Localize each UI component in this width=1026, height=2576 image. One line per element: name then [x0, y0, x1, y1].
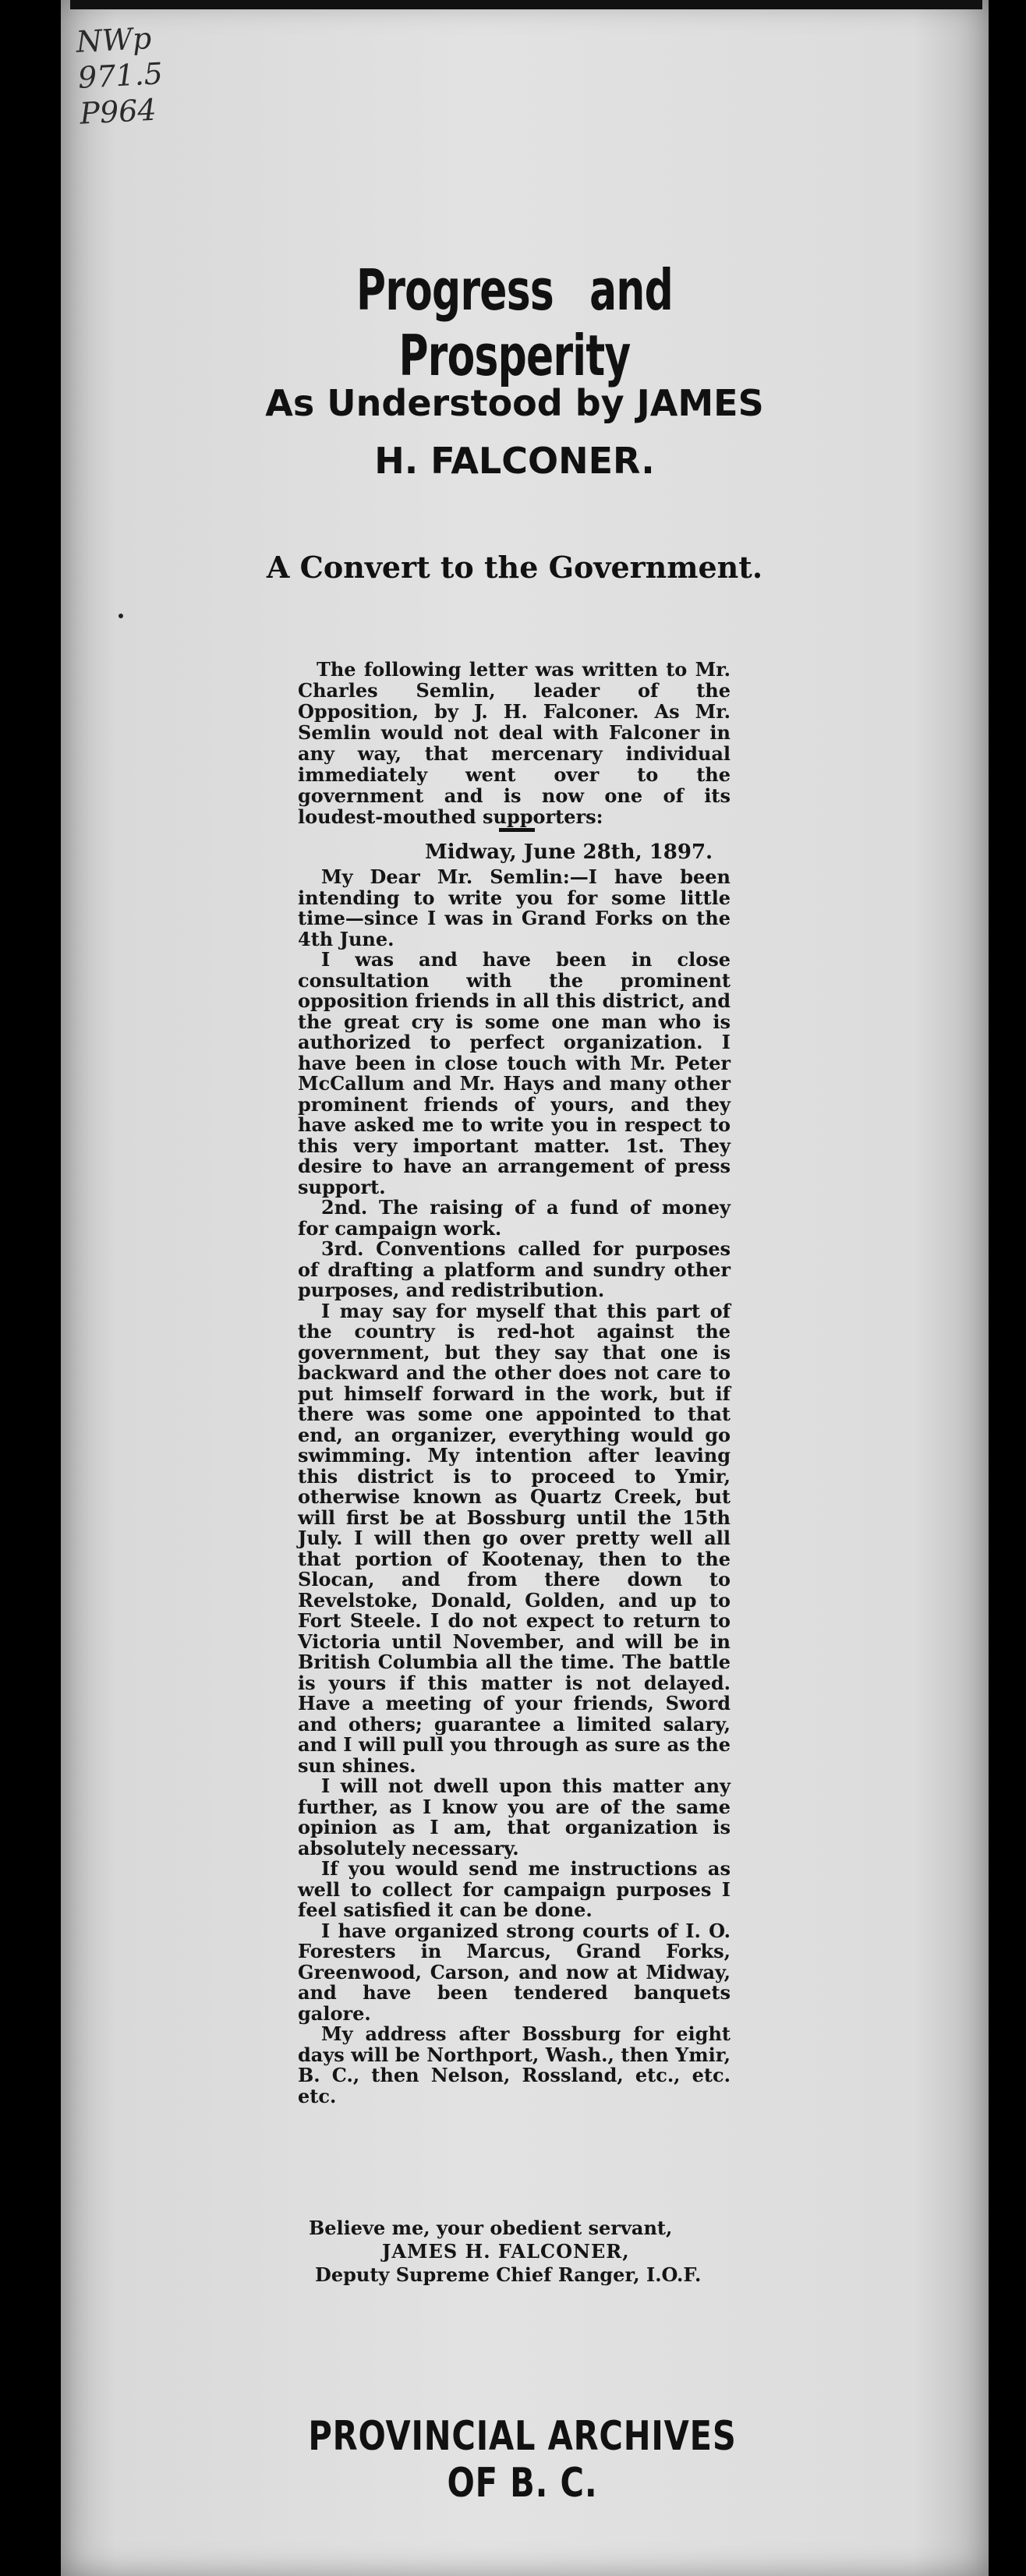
- signature-name: JAMES H. FALCONER,: [382, 2240, 630, 2263]
- letter-paragraph: 3rd. Conventions called for purposes of drafting a platform and sundry other purposes, and redistribution.: [298, 1237, 731, 1301]
- letter-paragraph: I have organized strong courts of I. O. Foresters in Marcus, Grand Forks, Greenwood, Carson, and now at Midway, and have been tendered banquets galore.: [298, 1919, 731, 2025]
- subtitle-line-2: H. FALCONER.: [374, 440, 655, 482]
- scan-top-edge: [70, 0, 982, 9]
- letter-closing: [298, 2217, 750, 2287]
- divider-rule: [499, 828, 535, 832]
- call-number-line-2: 971.5: [76, 56, 164, 95]
- letter-paragraph: My Dear Mr. Semlin:—I have been intending to write you for some little time—since I was in Grand Forks on the 4th June.: [298, 865, 731, 950]
- letter-body: [298, 867, 731, 2107]
- letter-paragraph: 2nd. The raising of a fund of money for campaign work.: [298, 1196, 731, 1240]
- archive-stamp: PROVINCIAL ARCHIVES OF B. C.: [308, 2413, 737, 2507]
- letter-paragraph: I was and have been in close consultation with the prominent opposition friends in all this district, and the great cry is some one man who is authorized to perfect organization. I have been in close touch with Mr. Peter McCallum and Mr. Hays and many other prominent friends of yours, and they have asked me to write you in respect to this very important matter. 1st. They desire to have an arrangement of press support.: [298, 948, 731, 1198]
- call-number-line-3: P964: [79, 92, 157, 131]
- closing-salutation: Believe me, your obedient servant,: [309, 2217, 673, 2239]
- letter-paragraph: I may say for myself that this part of the country is red-hot against the government, but they say that one is backward and the other does not care to put himself forward in the work, but if there was some one appointed to that end, an organizer, everything would go swimming. My intention after leaving this district is to proceed to Ymir, otherwise known as Quartz Creek, but will first be at Bossburg until the 15th July. I will then go over pretty well all that portion of Kootenay, then to the Slocan, and from there down to Revelstoke, Donald, Golden, and up to Fort Steele. I do not expect to return to Victoria until November, and will be in British Columbia all the time. The battle is yours if this matter is not delayed. Have a meeting of your friends, Sword and others; guarantee a limited salary, and I will pull you through as sure as the sun shines.: [298, 1299, 731, 1777]
- document-title: Progress and Prosperity: [356, 257, 673, 388]
- call-number-line-1: NWp: [75, 20, 153, 59]
- subtitle-line-1: As Understood by JAMES: [265, 382, 764, 424]
- section-heading: A Convert to the Government.: [266, 550, 763, 585]
- letter-date: Midway, June 28th, 1897.: [425, 840, 713, 864]
- signature-title: Deputy Supreme Chief Ranger, I.O.F.: [315, 2263, 702, 2286]
- intro-paragraph: The following letter was written to Mr. Charles Semlin, leader of the Opposition, by J. H. Falconer. As Mr. Semlin would not deal with Falconer in any way, that mercenary individual immediately went over to the government and is now one of its loudest-mouthed supporters:: [298, 658, 731, 828]
- document-subtitle: [234, 374, 795, 490]
- letter-paragraph: I will not dwell upon this matter any further, as I know you are of the same opinion as I am, that organization is absolutely necessary.: [298, 1775, 731, 1859]
- handwritten-call-number: [75, 19, 165, 132]
- ink-speck: [119, 614, 123, 618]
- letter-paragraph: My address after Bossburg for eight days will be Northport, Wash., then Ymir, B. C., then Nelson, Rossland, etc., etc. etc.: [298, 2022, 731, 2107]
- letter-paragraph: If you would send me instructions as well to collect for campaign purposes I feel satisfied it can be done.: [298, 1857, 731, 1921]
